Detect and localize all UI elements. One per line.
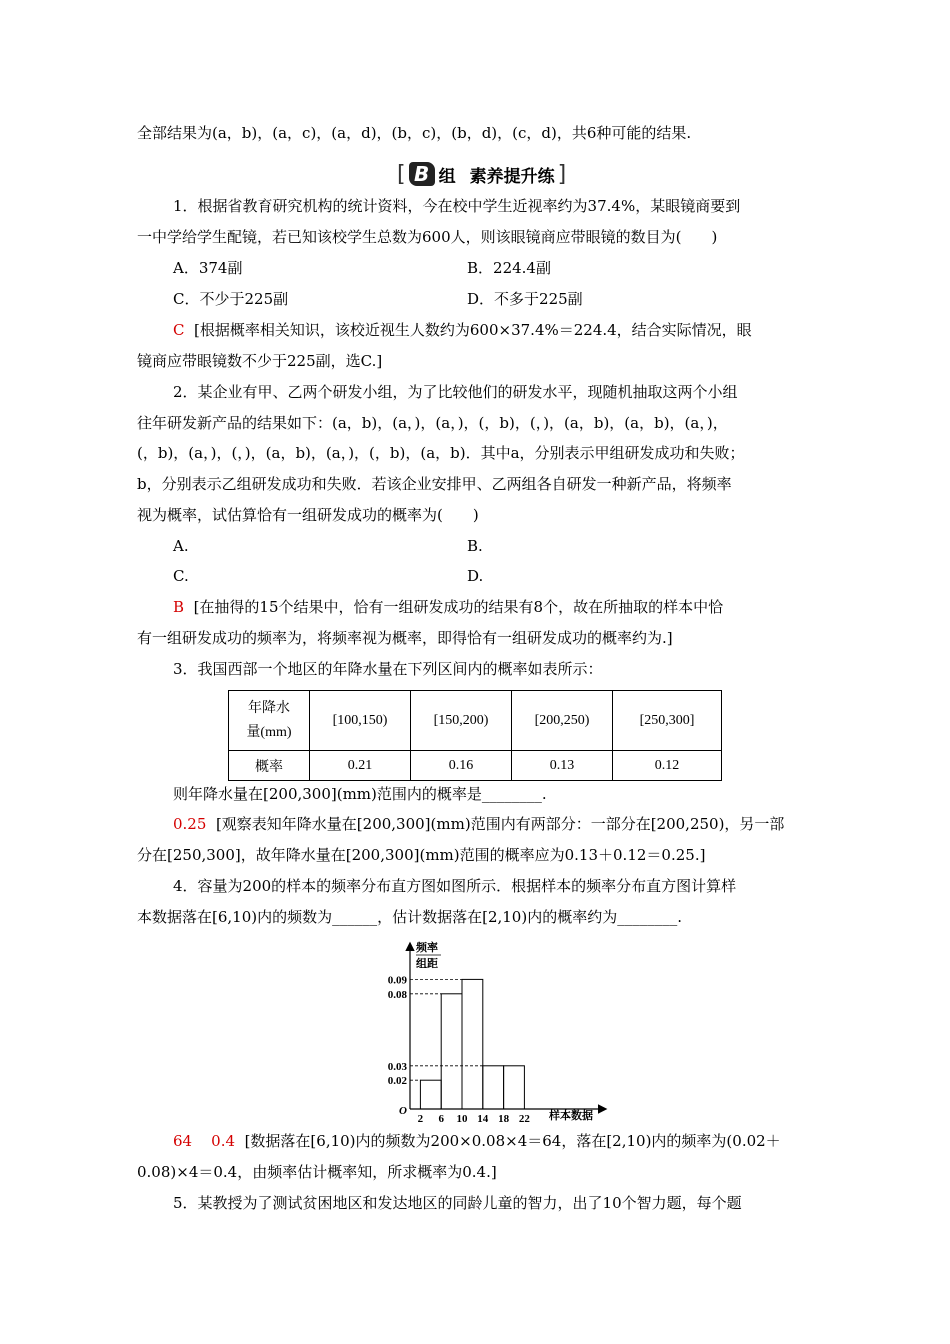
x-axis-label: 样本数据 [549, 1110, 593, 1122]
y-tick-label: 0.03 [387, 1060, 407, 1073]
table-cell: 0.21 [310, 751, 411, 781]
q2-explanation-line-1 [173, 597, 723, 617]
q3-line: 3．我国西部一个地区的年降水量在下列区间内的概率如表所示： [173, 660, 603, 678]
q3-explanation-line-1 [173, 814, 784, 834]
q2-line-1: 2．某企业有甲、乙两个研发小组，为了比较他们的研发水平，现随机抽取这两个小组 [173, 383, 738, 401]
histogram-bar [504, 1066, 525, 1109]
histogram-figure [380, 938, 620, 1127]
table-cell: 0.12 [613, 751, 722, 781]
histogram-bar [441, 994, 462, 1109]
q1-option-d: D．不多于225副 [467, 290, 583, 308]
y-label-top: 频率 [416, 942, 438, 954]
q2-explanation-line-2: 有一组研发成功的频率为，将频率视为概率，即得恰有一组研发成功的概率约为.] [137, 629, 673, 647]
header-close-bracket: ] [557, 161, 567, 187]
y-tick-label: 0.02 [387, 1075, 407, 1088]
q1-explanation-line-1 [173, 320, 752, 340]
y-tick-label: 0.09 [387, 974, 407, 987]
table-col-4: [250,300] [613, 691, 722, 751]
q1-option-b: B．224.4副 [467, 259, 551, 277]
header-title: 素养提升练 [469, 166, 555, 187]
histogram-chart [380, 938, 620, 1123]
x-tick-label: 18 [498, 1113, 510, 1123]
q3-explanation-line-2: 分在[250,300]，故年降水量在[200,300](mm)范围的概率应为0.13＋0.12＝0.25.] [137, 846, 706, 864]
x-tick-label: 22 [518, 1113, 530, 1123]
q1-option-c: C．不少于225副 [173, 290, 289, 308]
table-col-3: [200,250) [512, 691, 613, 751]
q2-option-d: D. [467, 567, 484, 585]
q2-option-a: A. [173, 537, 189, 555]
histogram-bar [462, 979, 483, 1109]
q2-line-2: 往年研发新产品的结果如下：(a，b)，(a，)，(a，)，(，b)，(，)，(a，b)，(a，b)，(a，)， [137, 414, 728, 432]
q4-explanation-line-2: 0.08)×4＝0.4，由频率估计概率知，所求概率为0.4.] [137, 1163, 497, 1181]
q4-answer-2: 0.4 [211, 1132, 236, 1150]
table-cell: 0.16 [411, 751, 512, 781]
q2-line-4: b，分别表示乙组研发成功和失败．若该企业安排甲、乙两组各自研发一种新产品，将频率 [137, 475, 732, 493]
q5-line: 5．某教授为了测试贫困地区和发达地区的同龄儿童的智力，出了10个智力题，每个题 [173, 1194, 742, 1212]
q4-answer-1: 64 [173, 1132, 193, 1150]
header-open-bracket: [ [397, 161, 406, 187]
section-header [394, 160, 569, 188]
histogram-bar [483, 1066, 504, 1109]
x-tick-label: 6 [438, 1113, 444, 1123]
q1-explanation-line-2: 镜商应带眼镜数不少于225副，选C.] [137, 352, 383, 370]
table-col-1: [100,150) [310, 691, 411, 751]
table-cell: 0.13 [512, 751, 613, 781]
q2-line-3: (，b)，(a，)，(，)，(a，b)，(a，)，(，b)，(a，b)．其中a，分别表示甲组研发成功和失败； [137, 444, 745, 462]
q4-line-1: 4．容量为200的样本的频率分布直方图如图所示．根据样本的频率分布直方图计算样 [173, 877, 737, 895]
q2-answer: B [173, 598, 185, 616]
header-group: 组 [438, 166, 456, 187]
q2-option-c: C. [173, 567, 189, 585]
y-tick-label: 0.08 [387, 988, 407, 1001]
q3-after-line: 则年降水量在[200,300](mm)范围内的概率是________. [173, 785, 547, 803]
x-tick-label: 2 [417, 1113, 424, 1123]
q3-explanation-text: [观察表知年降水量在[200,300](mm)范围内有两部分：一部分在[200,250)，另一部 [215, 815, 785, 833]
q1-explanation-text: [根据概率相关知识，该校近视生人数约为600×37.4%＝224.4，结合实际情况，眼 [194, 321, 752, 339]
table-header-label: 年降水 量(mm) [229, 691, 310, 751]
q2-option-b: B. [467, 537, 483, 555]
q4-explanation-text: [数据落在[6,10)内的频数为200×0.08×4＝64，落在[2,10)内的频率为(0.02＋ [244, 1132, 781, 1150]
q1-option-a: A．374副 [173, 259, 243, 277]
q2-line-5: 视为概率，试估算恰有一组研发成功的概率为( ) [137, 506, 479, 524]
y-label-bottom: 组距 [416, 958, 438, 970]
origin-label: O [399, 1105, 407, 1117]
q2-explanation-text: [在抽得的15个结果中，恰有一组研发成功的结果有8个，故在所抽取的样本中恰 [193, 598, 724, 616]
q3-answer: 0.25 [173, 815, 207, 833]
x-tick-label: 14 [477, 1113, 489, 1123]
b-group-icon: B [409, 162, 435, 186]
rainfall-table [228, 690, 722, 781]
q4-explanation-line-1 [173, 1131, 781, 1151]
table-row-label: 概率 [229, 751, 310, 781]
table-col-2: [150,200) [411, 691, 512, 751]
q1-line-2: 一中学给学生配镜，若已知该校学生总数为600人，则该眼镜商应带眼镜的数目为( ) [137, 228, 718, 246]
x-tick-label: 10 [456, 1113, 468, 1123]
histogram-bar [420, 1080, 441, 1109]
q1-line-1: 1．根据省教育研究机构的统计资料，今在校中学生近视率约为37.4%，某眼镜商要到 [173, 197, 741, 215]
q4-line-2: 本数据落在[6,10)内的频数为______，估计数据落在[2,10)内的概率约为________. [137, 908, 682, 926]
q1-answer: C [173, 321, 185, 339]
intro-line: 全部结果为(a，b)，(a，c)，(a，d)，(b，c)，(b，d)，(c，d)，共6种可能的结果. [137, 124, 692, 142]
